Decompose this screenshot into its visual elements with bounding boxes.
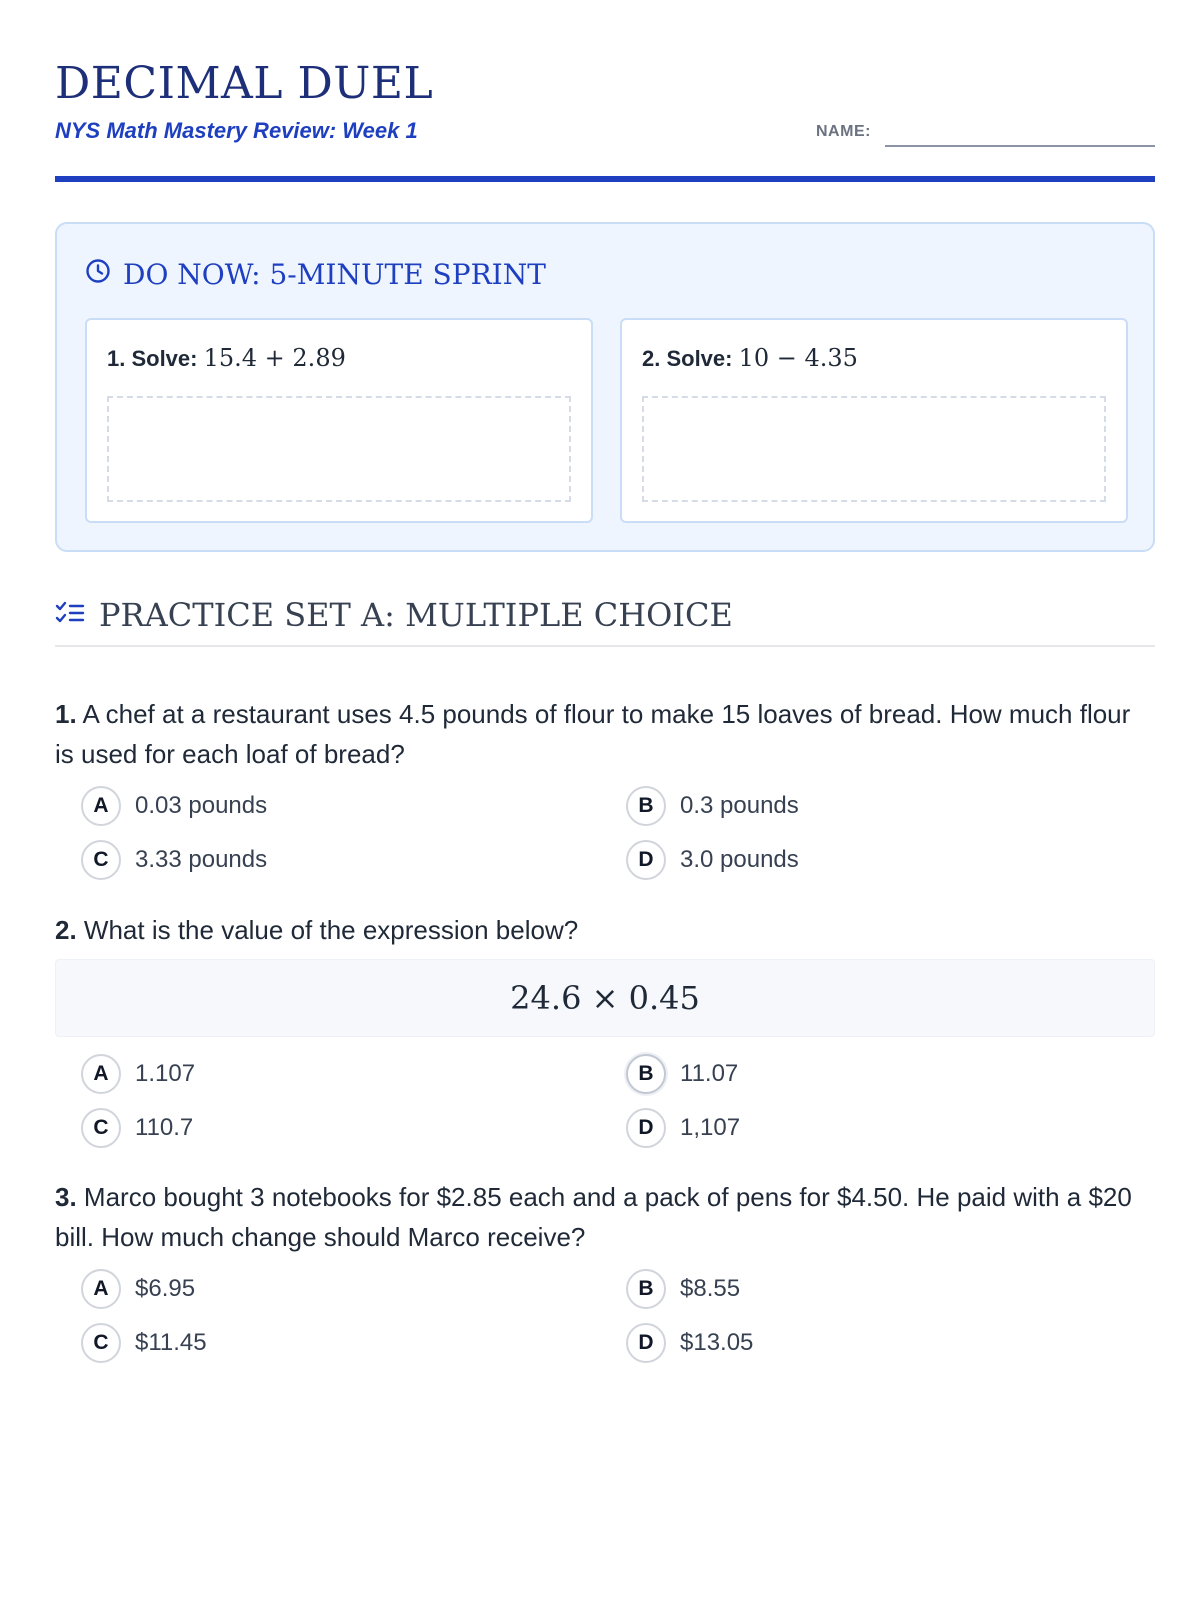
question-text [55,694,1155,774]
option-text: 11.07 [680,1060,739,1087]
option-bubble[interactable]: C [81,840,121,880]
answer-option[interactable] [81,1108,193,1148]
option-bubble[interactable]: D [626,1323,666,1363]
sprint-question [107,344,346,372]
option-text: $13.05 [680,1329,754,1356]
option-bubble[interactable]: C [81,1108,121,1148]
option-bubble[interactable]: B [626,786,666,826]
sprint-expression: 15.4 + 2.89 [203,344,346,372]
answer-option[interactable] [81,1323,207,1363]
option-text: $6.95 [135,1275,196,1302]
answer-option[interactable] [626,1323,753,1363]
option-text: $11.45 [135,1329,207,1356]
divider [55,645,1155,647]
option-text: 1,107 [680,1114,741,1141]
option-bubble[interactable]: D [626,840,666,880]
option-bubble[interactable]: A [81,1054,121,1094]
answer-option[interactable] [81,840,267,880]
do-now-heading [85,258,546,291]
option-text: 110.7 [135,1114,194,1141]
worksheet-page [55,0,1155,1356]
answer-option[interactable] [626,1054,738,1094]
sprint-problem-card [620,318,1128,523]
expression-box: 24.6 × 0.45 [55,959,1155,1037]
sprint-question [642,344,858,372]
page-subtitle: NYS Math Mastery Review: Week 1 [55,118,418,143]
option-text: 1.107 [135,1060,196,1087]
option-text: 3.0 pounds [680,846,799,873]
option-bubble[interactable]: C [81,1323,121,1363]
option-text: 0.3 pounds [680,792,799,819]
option-bubble[interactable]: B [626,1054,666,1094]
answer-option[interactable] [626,786,799,826]
answer-option[interactable] [81,1269,195,1309]
checklist-icon [55,596,85,634]
question-number: 2. [55,915,77,945]
answer-work-area[interactable] [642,396,1106,502]
sprint-expression: 10 − 4.35 [738,344,858,372]
question-body: What is the value of the expression below? [83,915,579,945]
answer-option[interactable] [81,1054,195,1094]
option-bubble[interactable]: B [626,1269,666,1309]
question-text [55,910,1155,950]
question-number: 1. [55,699,77,729]
question-body: Marco bought 3 notebooks for $2.85 each and a pack of pens for $4.50. He paid with a $20 bill. How much change should Marco receive? [55,1182,1132,1252]
question-text [55,1177,1155,1257]
sprint-label: 2. Solve: [642,346,733,371]
option-text: $8.55 [680,1275,741,1302]
practice-title: PRACTICE SET A: MULTIPLE CHOICE [99,596,733,634]
clock-icon [85,258,111,291]
answer-option[interactable] [626,1108,740,1148]
question-number: 3. [55,1182,77,1212]
header [55,0,1155,182]
practice-heading [55,596,733,634]
option-bubble[interactable]: D [626,1108,666,1148]
answer-option[interactable] [81,786,267,826]
answer-option[interactable] [626,840,799,880]
option-bubble[interactable]: A [81,786,121,826]
name-label: NAME: [816,123,871,140]
sprint-label: 1. Solve: [107,346,198,371]
sprint-problem-card [85,318,593,523]
page-title: DECIMAL DUEL [55,58,434,109]
answer-work-area[interactable] [107,396,571,502]
answer-option[interactable] [626,1269,740,1309]
option-text: 0.03 pounds [135,792,268,819]
option-text: 3.33 pounds [135,846,268,873]
do-now-panel [55,222,1155,552]
name-field[interactable] [885,145,1155,147]
do-now-title: DO NOW: 5-MINUTE SPRINT [123,258,546,291]
option-bubble[interactable]: A [81,1269,121,1309]
question-body: A chef at a restaurant uses 4.5 pounds of flour to make 15 loaves of bread. How much flour is used for each loaf of bread? [55,699,1131,769]
